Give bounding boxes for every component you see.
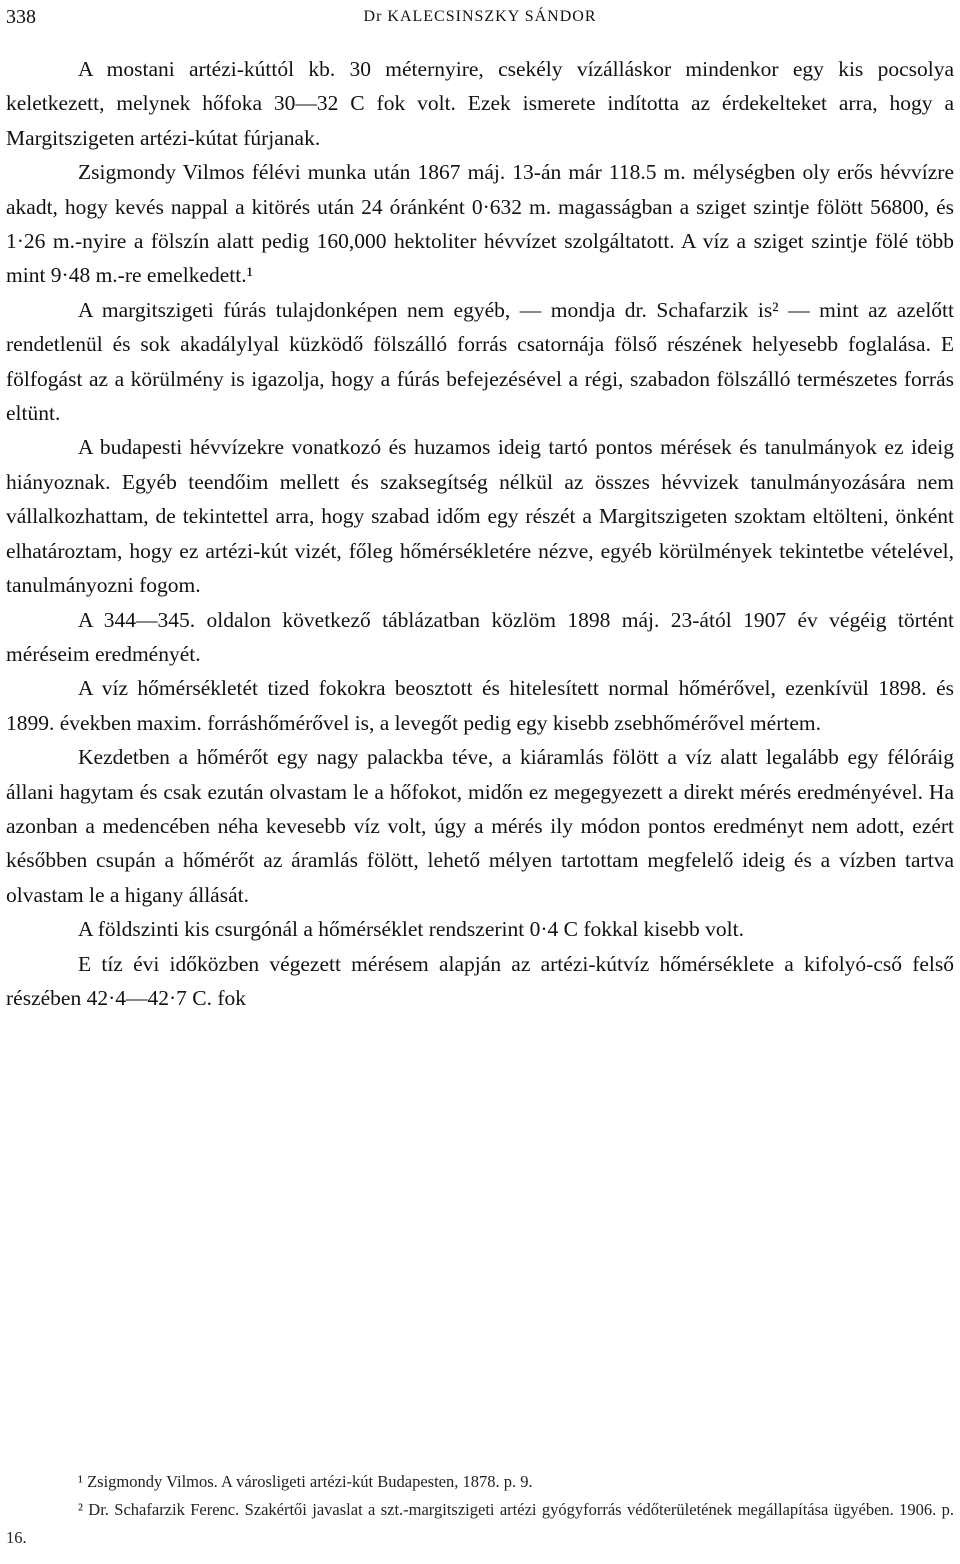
paragraph: E tíz évi időközben végezett mérésem alapján az artézi-kútvíz hőmérséklete a kifolyó-cső felső részében 42·4—42·7 C. fok — [6, 951, 954, 1010]
paragraph: Kezdetben a hőmérőt egy nagy palackba téve, a kiáramlás fölött a víz alatt legalább egy félóráig állani hagytam és csak ezután olvastam le a hőfokot, midőn ez megegyezett a direkt mérés eredményével. Ha azonban a medencében néha kevesebb víz volt, úgy a mérés ily módon pontos eredményt nem adott, ezért későbben csupán a hőmérőt az áramlás fölött, lehető mélyen tartottam megfelelő ideig és a vízben tartva olvastam le a higany állását. — [6, 745, 954, 907]
paragraph: A víz hőmérsékletét tized fokokra beosztott és hitelesített normal hőmérővel, ezenkívül 1898. és 1899. években maxim. forráshőmérővel is, a levegőt pedig egy kisebb zsebhőmérővel mértem. — [6, 676, 954, 735]
page-number: 338 — [6, 6, 36, 28]
body-text — [6, 52, 954, 1015]
page-header — [6, 2, 954, 32]
footnotes — [6, 1468, 954, 1552]
running-head: Dr KALECSINSZKY SÁNDOR — [363, 8, 597, 25]
paragraph: A mostani artézi-kúttól kb. 30 méternyire, csekély vízálláskor mindenkor egy kis pocsolya keletkezett, melynek hőfoka 30—32 C fok volt. Ezek ismerete indította az érdekelteket arra, hogy a Margitszigeten artézi-kútat fúrjanak. — [6, 57, 954, 150]
paragraph: A földszinti kis csurgónál a hőmérséklet rendszerint 0·4 C fokkal kisebb volt. — [78, 917, 744, 942]
footnote: ¹ Zsigmondy Vilmos. A városligeti artézi-kút Budapesten, 1878. p. 9. — [78, 1472, 533, 1491]
paragraph: Zsigmondy Vilmos félévi munka után 1867 máj. 13-án már 118.5 m. mélységben oly erős hévvízre akadt, hogy kevés nappal a kitörés után 24 óránként 0·632 m. magasságban a sziget szintje fölött 56800, és 1·26 m.-nyire a fölszín alatt pedig 160,000 hektoliter hévvízet szolgáltatott. A víz a sziget szintje fölé több mint 9·48 m.-re emelkedett.¹ — [6, 160, 954, 288]
paragraph: A 344—345. oldalon következő táblázatban közlöm 1898 máj. 23-ától 1907 év végéig történt méréseim eredményét. — [6, 607, 954, 666]
paragraph: A budapesti hévvízekre vonatkozó és huzamos ideig tartó pontos mérések és tanulmányok ez ideig hiányoznak. Egyéb teendőim mellett és szaksegítség nélkül az összes hévvizek tanulmányozására nem vállalkozhattam, de tekintettel arra, hogy szabad időm egy részét a Margitszigeten szoktam eltölteni, önként elhatároztam, hogy ez artézi-kút vizét, főleg hőmérsékletére nézve, egyéb körülmények tekintetbe vételével, tanulmányozni fogom. — [6, 435, 954, 598]
paragraph: A margitszigeti fúrás tulajdonképen nem egyéb, — mondja dr. Schafarzik is² — mint az azelőtt rendetlenül és sok akadálylyal küzködő fölszálló forrás csatornája fölső részének helyesebb foglalása. E fölfogást az a körülmény is igazolja, hogy a fúrás befejezésével a régi, szabadon fölszálló természetes forrás eltünt. — [6, 297, 954, 426]
footnote: ² Dr. Schafarzik Ferenc. Szakértői javaslat a szt.-margitszigeti artézi gyógyforrás védőterületének megállapítása ügyében. 1906. p. 16. — [6, 1500, 954, 1547]
